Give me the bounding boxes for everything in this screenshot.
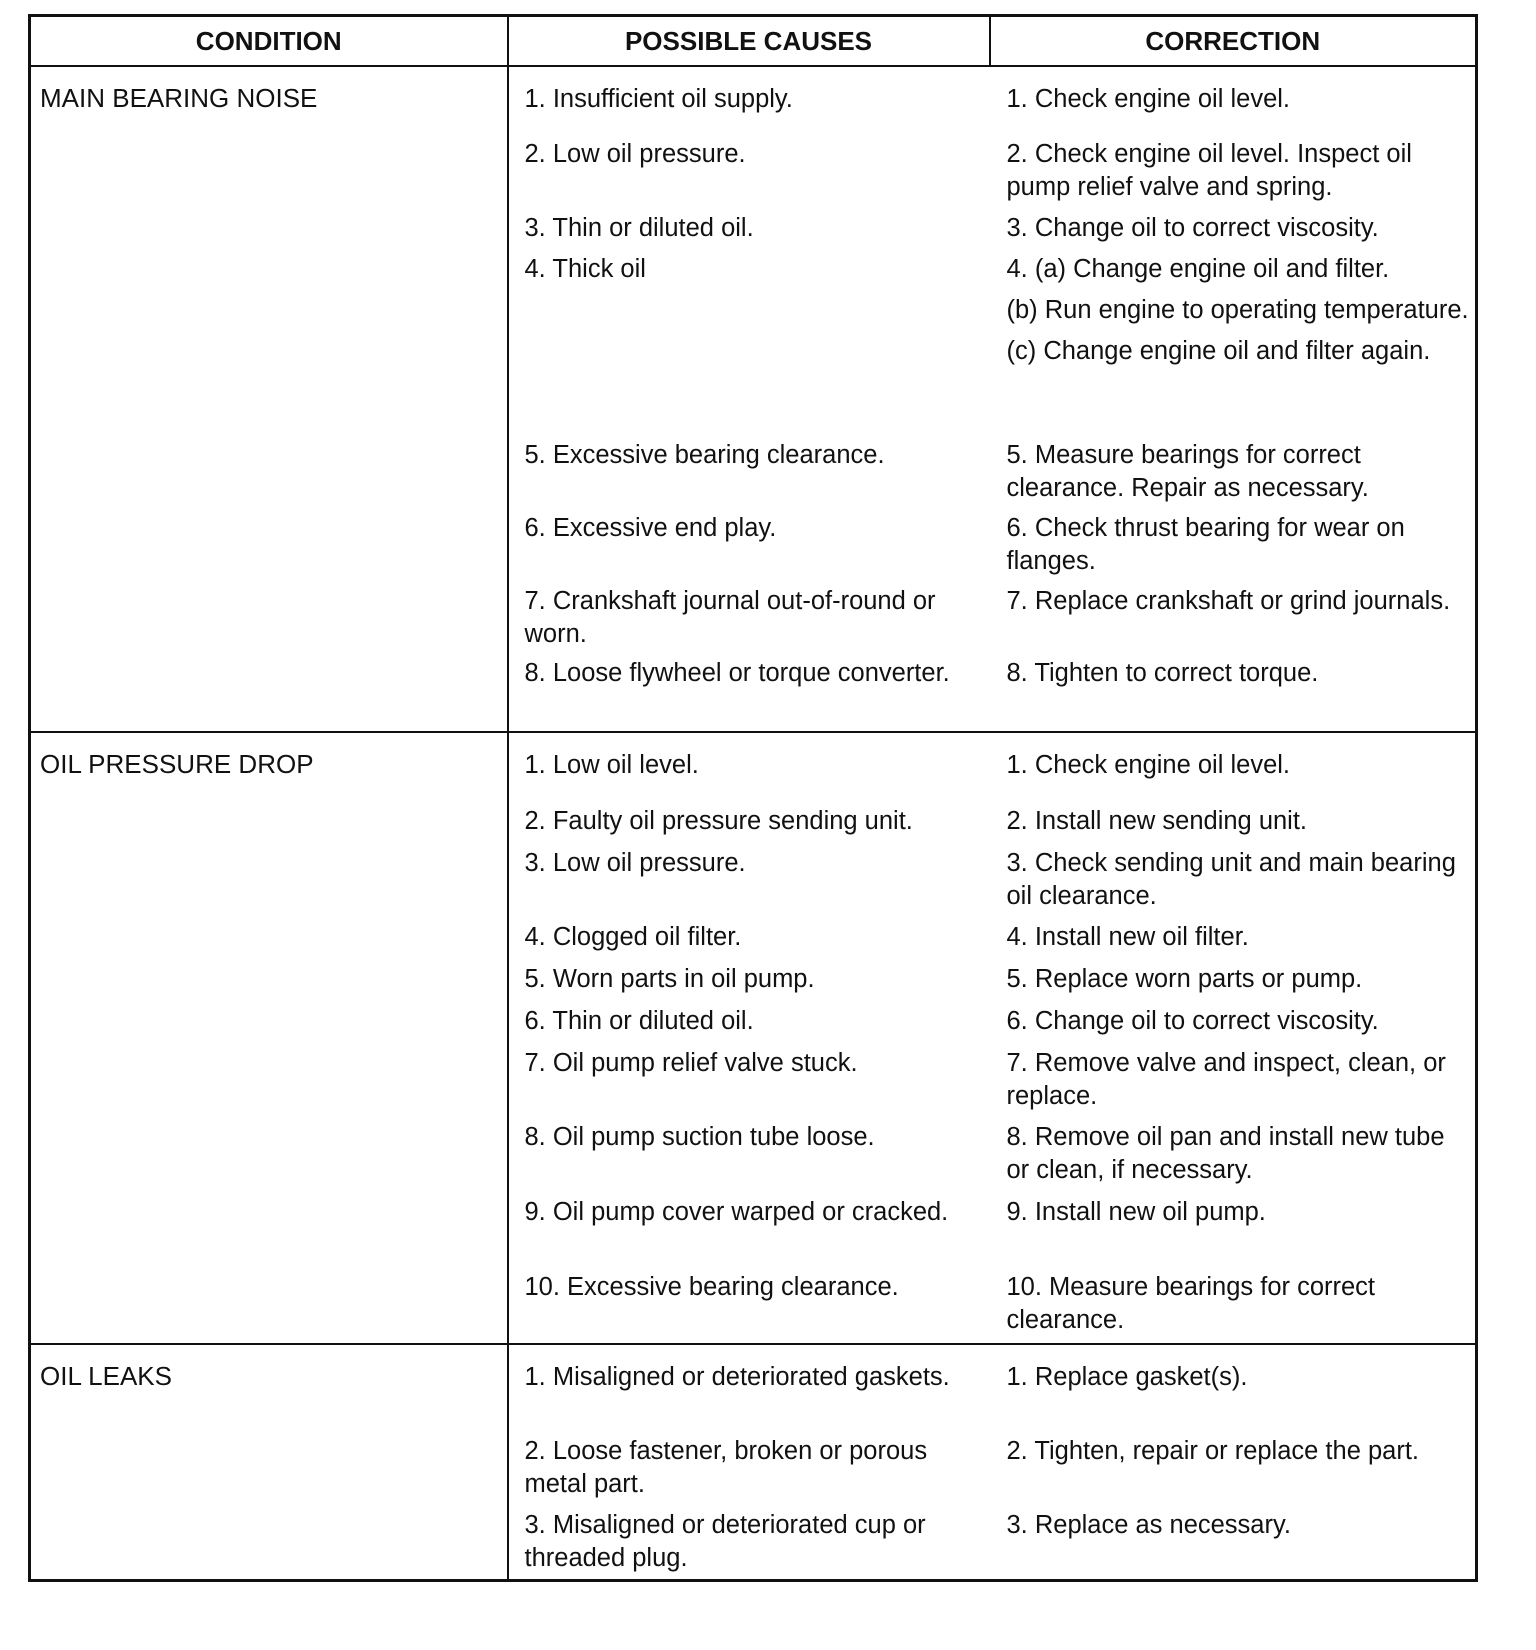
cause-text: 2. Faulty oil pressure sending unit.	[524, 807, 913, 835]
correction-text: 1. Check engine oil level.	[1006, 751, 1291, 779]
cause-text: 6. Thin or diluted oil.	[524, 1007, 754, 1035]
cause-text: 3. Thin or diluted oil.	[524, 214, 754, 242]
correction-text: 4. Install new oil filter.	[1006, 923, 1249, 951]
condition-cell	[30, 66, 508, 732]
condition-label: OIL LEAKS	[40, 1361, 172, 1391]
correction-text: 1. Check engine oil level.	[1006, 85, 1291, 113]
table-row	[509, 805, 1476, 847]
cause-text: 8. Oil pump suction tube loose.	[524, 1123, 875, 1151]
diagnosis-table	[28, 14, 1478, 1582]
causes-corrections	[508, 66, 1477, 732]
condition-cell	[30, 1344, 508, 1581]
condition-cell	[30, 732, 508, 1344]
table-row	[509, 585, 1476, 657]
section-main-bearing-noise	[30, 66, 1477, 732]
cause-text: 10. Excessive bearing clearance.	[524, 1273, 899, 1301]
table-row	[509, 512, 1476, 585]
table-row	[509, 963, 1476, 1005]
cause-text: 1. Insufficient oil supply.	[524, 85, 793, 113]
correction-text: 5. Replace worn parts or pump.	[1006, 965, 1363, 993]
correction-text: 1. Replace gasket(s).	[1006, 1363, 1248, 1391]
cause-text: 6. Excessive end play.	[524, 514, 777, 542]
cause-text: 2. Low oil pressure.	[524, 140, 746, 168]
condition-label: MAIN BEARING NOISE	[40, 83, 318, 113]
correction-text: 10. Measure bearings for correct clearance.	[1006, 1273, 1376, 1334]
table-row	[509, 253, 1476, 439]
cause-text: 3. Low oil pressure.	[524, 849, 746, 877]
table-row	[509, 657, 1476, 731]
table-row	[509, 921, 1476, 963]
cause-text: 4. Clogged oil filter.	[524, 923, 742, 951]
header-correction: CORRECTION	[990, 16, 1477, 67]
correction-text: 3. Change oil to correct viscosity.	[1006, 214, 1379, 242]
cause-text: 8. Loose flywheel or torque converter.	[524, 659, 950, 687]
table-row	[509, 439, 1476, 512]
section-oil-leaks	[30, 1344, 1477, 1581]
cause-text: 1. Low oil level.	[524, 751, 699, 779]
correction-text: 2. Tighten, repair or replace the part.	[1006, 1437, 1419, 1465]
cause-text: 1. Misaligned or deteriorated gaskets.	[524, 1363, 950, 1391]
correction-text: 7. Replace crankshaft or grind journals.	[1006, 587, 1451, 615]
correction-text: 8. Tighten to correct torque.	[1006, 659, 1319, 687]
causes-corrections	[508, 1344, 1477, 1581]
table-row	[509, 1005, 1476, 1047]
correction-text: 8. Remove oil pan and install new tube or clean, if necessary.	[1006, 1123, 1445, 1184]
table-row	[509, 1047, 1476, 1121]
cause-text: 4. Thick oil	[524, 255, 646, 283]
correction-text: 2. Check engine oil level. Inspect oil pump relief valve and spring.	[1006, 140, 1412, 201]
table-row	[509, 1121, 1476, 1196]
correction-text: 4. (a) Change engine oil and filter.	[1006, 255, 1390, 283]
correction-text: 3. Replace as necessary.	[1006, 1511, 1291, 1539]
table-row	[509, 83, 1476, 138]
cause-text: 7. Crankshaft journal out-of-round or worn.	[524, 587, 936, 648]
table-row	[509, 1271, 1476, 1343]
cause-text: 7. Oil pump relief valve stuck.	[524, 1049, 858, 1077]
table-row	[509, 1435, 1476, 1509]
table-row	[509, 1361, 1476, 1435]
table-row	[509, 1509, 1476, 1579]
table-row	[509, 138, 1476, 212]
correction-text: 2. Install new sending unit.	[1006, 807, 1308, 835]
correction-text: (b) Run engine to operating temperature.	[1006, 296, 1469, 324]
header-row	[30, 16, 1477, 67]
header-possible-causes: POSSIBLE CAUSES	[508, 16, 990, 67]
causes-corrections	[508, 732, 1477, 1344]
correction-text: 6. Change oil to correct viscosity.	[1006, 1007, 1379, 1035]
correction-text: 5. Measure bearings for correct clearance. Repair as necessary.	[1006, 441, 1369, 502]
cause-text: 5. Excessive bearing clearance.	[524, 441, 885, 469]
correction-text: (c) Change engine oil and filter again.	[1006, 337, 1431, 365]
condition-label: OIL PRESSURE DROP	[40, 749, 314, 779]
cause-text: 2. Loose fastener, broken or porous metal part.	[524, 1437, 928, 1498]
correction-text: 7. Remove valve and inspect, clean, or replace.	[1006, 1049, 1446, 1110]
correction-text: 6. Check thrust bearing for wear on flanges.	[1006, 514, 1405, 575]
section-oil-pressure-drop	[30, 732, 1477, 1344]
cause-text: 3. Misaligned or deteriorated cup or threaded plug.	[524, 1511, 926, 1572]
correction-text: 3. Check sending unit and main bearing oil clearance.	[1006, 849, 1456, 910]
table-row	[509, 212, 1476, 253]
cause-text: 9. Oil pump cover warped or cracked.	[524, 1198, 949, 1226]
header-condition: CONDITION	[30, 16, 508, 67]
table-row	[509, 749, 1476, 805]
cause-text: 5. Worn parts in oil pump.	[524, 965, 815, 993]
table-row	[509, 847, 1476, 921]
correction-text: 9. Install new oil pump.	[1006, 1198, 1266, 1226]
table-row	[509, 1196, 1476, 1271]
